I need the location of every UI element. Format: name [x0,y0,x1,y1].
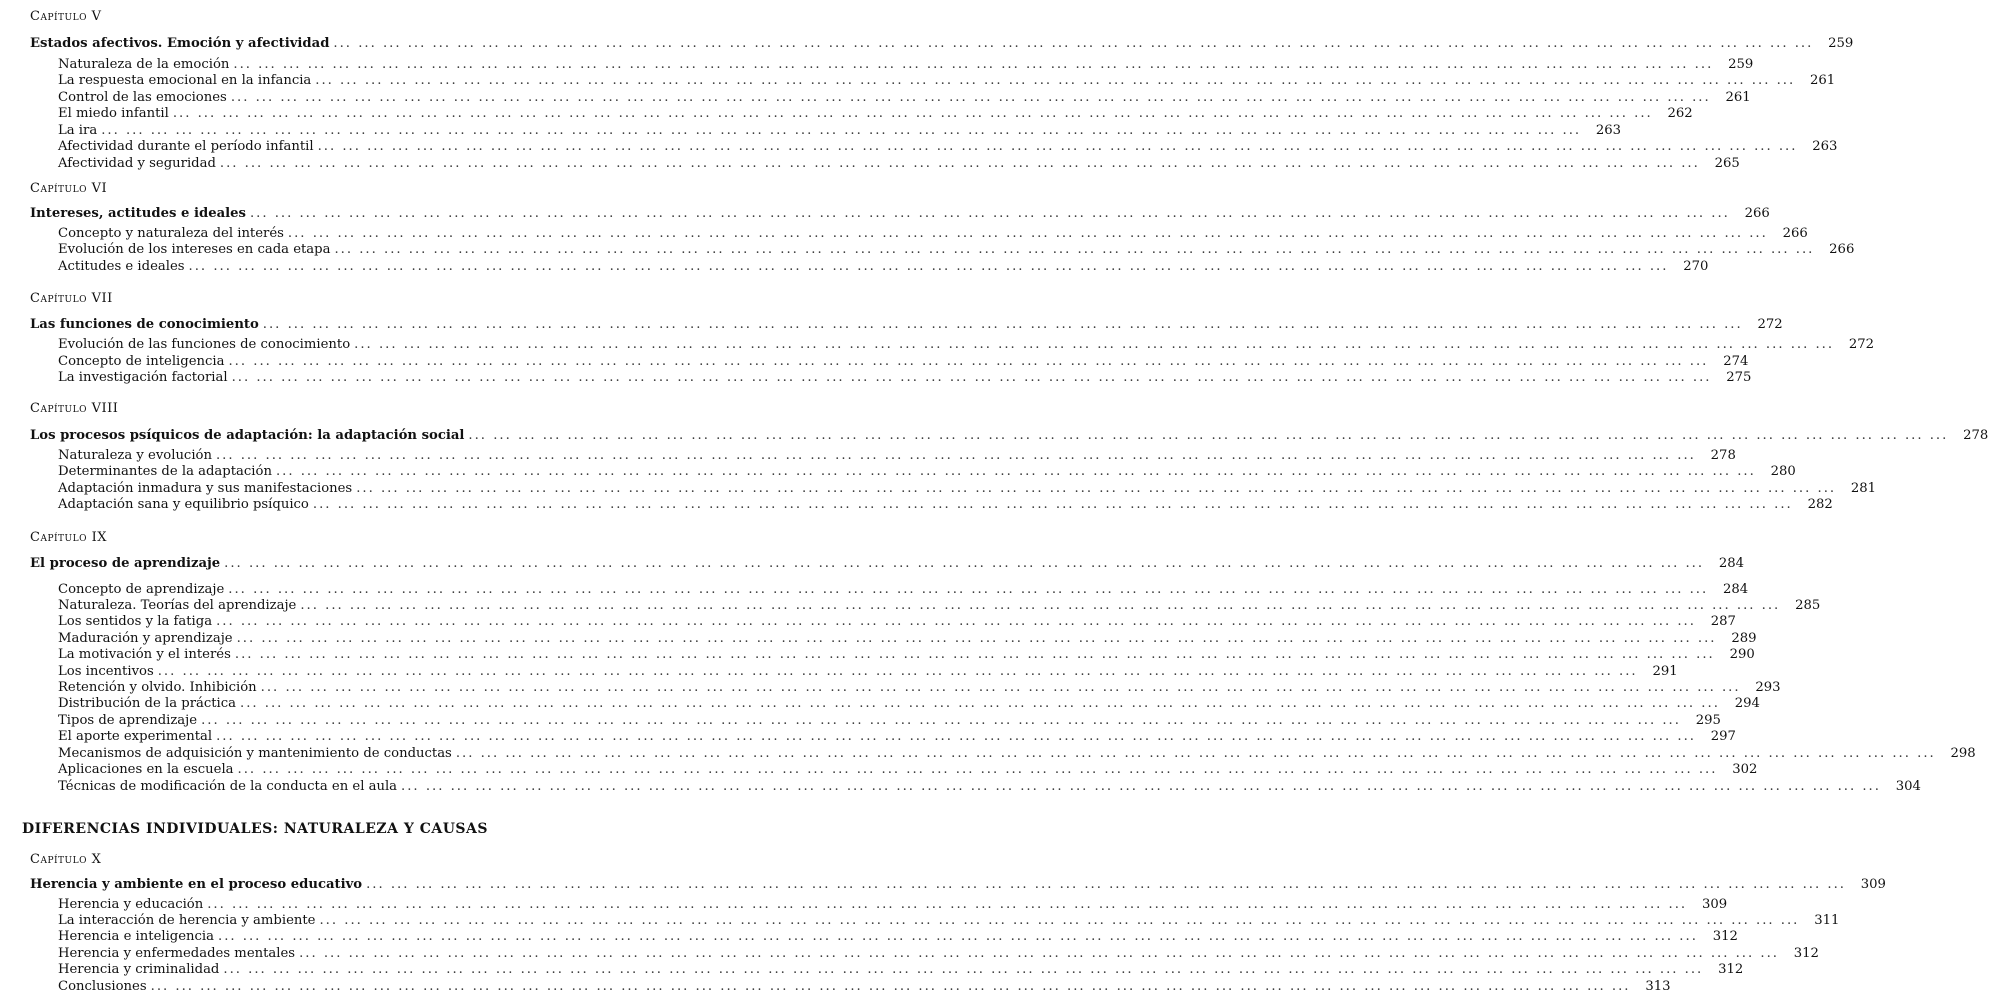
entry-title: Control de las emociones [58,90,227,105]
entry-page: 287 [1710,614,1736,629]
dot-leader: ... ... ... ... ... ... ... ... ... ... ... ... ... ... ... ... ... ... ... ... ... ... ... ... ... ... ... ... ... ... ... ... ... ... ... ... ... ... ... ... ... ... ... ... ... ... ... ... ... ... ... ... ... ... ... ... ... ... ... ... [468,428,1949,443]
toc-sub-entry [0,979,1671,995]
toc-sub-entry [0,123,1622,139]
dot-leader: ... ... ... ... ... ... ... ... ... ... ... ... ... ... ... ... ... ... ... ... ... ... ... ... ... ... ... ... ... ... ... ... ... ... ... ... ... ... ... ... ... ... ... ... ... ... ... ... ... ... ... ... ... ... ... ... ... ... ... ... [299,946,1779,961]
toc-sub-entry [0,664,1678,680]
toc-sub-entry [0,779,1921,795]
dot-leader: ... ... ... ... ... ... ... ... ... ... ... ... ... ... ... ... ... ... ... ... ... ... ... ... ... ... ... ... ... ... ... ... ... ... ... ... ... ... ... ... ... ... ... ... ... ... ... ... ... ... ... ... ... ... ... ... ... ... ... ... [260,680,1741,695]
toc-main-entry [0,206,1770,222]
dot-leader: ... ... ... ... ... ... ... ... ... ... ... ... ... ... ... ... ... ... ... ... ... ... ... ... ... ... ... ... ... ... ... ... ... ... ... ... ... ... ... ... ... ... ... ... ... ... ... ... ... ... ... ... ... ... ... ... ... ... ... ... [240,696,1720,711]
dot-leader: ... ... ... ... ... ... ... ... ... ... ... ... ... ... ... ... ... ... ... ... ... ... ... ... ... ... ... ... ... ... ... ... ... ... ... ... ... ... ... ... ... ... ... ... ... ... ... ... ... ... ... ... ... ... ... ... ... ... ... ... [401,779,1881,794]
toc-sub-entry [0,106,1693,122]
toc-sub-entry [0,90,1751,106]
entry-page: 261 [1809,73,1836,88]
toc-main-entry [0,556,1745,572]
toc-sub-entry [0,448,1736,464]
toc-main-entry [0,877,1886,893]
toc-sub-entry [0,497,1833,513]
dot-leader: ... ... ... ... ... ... ... ... ... ... ... ... ... ... ... ... ... ... ... ... ... ... ... ... ... ... ... ... ... ... ... ... ... ... ... ... ... ... ... ... ... ... ... ... ... ... ... ... ... ... ... ... ... ... ... ... ... ... ... ... [150,979,1631,994]
dot-leader: ... ... ... ... ... ... ... ... ... ... ... ... ... ... ... ... ... ... ... ... ... ... ... ... ... ... ... ... ... ... ... ... ... ... ... ... ... ... ... ... ... ... ... ... ... ... ... ... ... ... ... ... ... ... ... ... ... ... ... ... [315,73,1796,88]
entry-page: 259 [1728,57,1754,72]
toc-sub-entry [0,226,1808,242]
dot-leader: ... ... ... ... ... ... ... ... ... ... ... ... ... ... ... ... ... ... ... ... ... ... ... ... ... ... ... ... ... ... ... ... ... ... ... ... ... ... ... ... ... ... ... ... ... ... ... ... ... ... ... ... ... ... ... ... ... ... ... ... [249,206,1730,221]
dot-leader: ... ... ... ... ... ... ... ... ... ... ... ... ... ... ... ... ... ... ... ... ... ... ... ... ... ... ... ... ... ... ... ... ... ... ... ... ... ... ... ... ... ... ... ... ... ... ... ... ... ... ... ... ... ... ... ... ... ... ... ... [157,664,1638,679]
entry-title: Actitudes e ideales [58,259,185,274]
entry-title: Distribución de la práctica [58,696,237,711]
toc-sub-entry [0,746,1976,762]
entry-page: 304 [1895,779,1921,794]
dot-leader: ... ... ... ... ... ... ... ... ... ... ... ... ... ... ... ... ... ... ... ... ... ... ... ... ... ... ... ... ... ... ... ... ... ... ... ... ... ... ... ... ... ... ... ... ... ... ... ... ... ... ... ... ... ... ... ... ... ... ... ... [366,877,1846,892]
dot-leader: ... ... ... ... ... ... ... ... ... ... ... ... ... ... ... ... ... ... ... ... ... ... ... ... ... ... ... ... ... ... ... ... ... ... ... ... ... ... ... ... ... ... ... ... ... ... ... ... ... ... ... ... ... ... ... ... ... ... ... ... [333,36,1814,51]
toc-sub-entry [0,337,1875,353]
dot-leader: ... ... ... ... ... ... ... ... ... ... ... ... ... ... ... ... ... ... ... ... ... ... ... ... ... ... ... ... ... ... ... ... ... ... ... ... ... ... ... ... ... ... ... ... ... ... ... ... ... ... ... ... ... ... ... ... ... ... ... ... [354,337,1835,352]
entry-title: Intereses, actitudes e ideales [30,206,246,221]
entry-title: Determinantes de la adaptación [58,464,272,479]
entry-title: Los sentidos y la fatiga [58,614,213,629]
entry-page: 285 [1795,598,1821,613]
dot-leader: ... ... ... ... ... ... ... ... ... ... ... ... ... ... ... ... ... ... ... ... ... ... ... ... ... ... ... ... ... ... ... ... ... ... ... ... ... ... ... ... ... ... ... ... ... ... ... ... ... ... ... ... ... ... ... ... ... ... ... ... [172,106,1653,121]
entry-title: Herencia y ambiente en el proceso educativo [30,877,363,892]
entry-title: Concepto y naturaleza del interés [58,226,284,241]
entry-title: Evolución de los intereses en cada etapa [58,242,331,257]
entry-title: Adaptación inmadura y sus manifestaciones [58,481,353,496]
entry-title: La interacción de herencia y ambiente [58,913,316,928]
dot-leader: ... ... ... ... ... ... ... ... ... ... ... ... ... ... ... ... ... ... ... ... ... ... ... ... ... ... ... ... ... ... ... ... ... ... ... ... ... ... ... ... ... ... ... ... ... ... ... ... ... ... ... ... ... ... ... ... ... ... ... ... [216,729,1696,744]
toc-sub-entry [0,762,1758,778]
toc-sub-entry [0,647,1755,663]
chapter-heading: Capítulo IX [30,530,108,545]
toc-sub-entry [0,139,1838,155]
entry-page: 311 [1814,913,1840,928]
toc-main-entry [0,428,1989,444]
dot-leader: ... ... ... ... ... ... ... ... ... ... ... ... ... ... ... ... ... ... ... ... ... ... ... ... ... ... ... ... ... ... ... ... ... ... ... ... ... ... ... ... ... ... ... ... ... ... ... ... ... ... ... ... ... ... ... ... ... ... ... ... [218,929,1698,944]
entry-title: Herencia y educación [58,897,204,912]
dot-leader: ... ... ... ... ... ... ... ... ... ... ... ... ... ... ... ... ... ... ... ... ... ... ... ... ... ... ... ... ... ... ... ... ... ... ... ... ... ... ... ... ... ... ... ... ... ... ... ... ... ... ... ... ... ... ... ... ... ... ... ... [236,631,1717,646]
toc-sub-entry [0,729,1736,745]
entry-title: Los incentivos [58,664,154,679]
toc-sub-entry [0,156,1740,172]
dot-leader: ... ... ... ... ... ... ... ... ... ... ... ... ... ... ... ... ... ... ... ... ... ... ... ... ... ... ... ... ... ... ... ... ... ... ... ... ... ... ... ... ... ... ... ... ... ... ... ... ... ... ... ... ... ... ... ... ... ... ... ... [228,354,1709,369]
entry-title: Afectividad y seguridad [58,156,216,171]
entry-page: 262 [1667,106,1693,121]
dot-leader: ... ... ... ... ... ... ... ... ... ... ... ... ... ... ... ... ... ... ... ... ... ... ... ... ... ... ... ... ... ... ... ... ... ... ... ... ... ... ... ... ... ... ... ... ... ... ... ... ... ... ... ... ... ... ... ... ... ... ... ... [233,57,1714,72]
toc-sub-entry [0,631,1757,647]
toc-sub-entry [0,913,1840,929]
entry-title: Herencia e inteligencia [58,929,215,944]
chapter-heading: Capítulo V [30,9,102,24]
toc-sub-entry [0,464,1796,480]
entry-page: 312 [1718,962,1744,977]
entry-title: Tipos de aprendizaje [58,713,198,728]
toc-main-entry [0,317,1783,333]
dot-leader: ... ... ... ... ... ... ... ... ... ... ... ... ... ... ... ... ... ... ... ... ... ... ... ... ... ... ... ... ... ... ... ... ... ... ... ... ... ... ... ... ... ... ... ... ... ... ... ... ... ... ... ... ... ... ... ... ... ... ... ... [455,746,1936,761]
dot-leader: ... ... ... ... ... ... ... ... ... ... ... ... ... ... ... ... ... ... ... ... ... ... ... ... ... ... ... ... ... ... ... ... ... ... ... ... ... ... ... ... ... ... ... ... ... ... ... ... ... ... ... ... ... ... ... ... ... ... ... ... [228,582,1709,597]
toc-main-entry [0,36,1854,52]
entry-title: La ira [58,123,98,138]
entry-page: 297 [1710,729,1736,744]
toc-sub-entry [0,962,1744,978]
dot-leader: ... ... ... ... ... ... ... ... ... ... ... ... ... ... ... ... ... ... ... ... ... ... ... ... ... ... ... ... ... ... ... ... ... ... ... ... ... ... ... ... ... ... ... ... ... ... ... ... ... ... ... ... ... ... ... ... ... ... ... ... [215,448,1696,463]
chapter-heading: Capítulo VIII [30,401,119,416]
entry-page: 270 [1683,259,1709,274]
toc-sub-entry [0,370,1752,386]
entry-title: La respuesta emocional en la infancia [58,73,312,88]
entry-page: 281 [1850,481,1877,496]
dot-leader: ... ... ... ... ... ... ... ... ... ... ... ... ... ... ... ... ... ... ... ... ... ... ... ... ... ... ... ... ... ... ... ... ... ... ... ... ... ... ... ... ... ... ... ... ... ... ... ... ... ... ... ... ... ... ... ... ... ... ... ... [356,481,1837,496]
dot-leader: ... ... ... ... ... ... ... ... ... ... ... ... ... ... ... ... ... ... ... ... ... ... ... ... ... ... ... ... ... ... ... ... ... ... ... ... ... ... ... ... ... ... ... ... ... ... ... ... ... ... ... ... ... ... ... ... ... ... ... ... [234,647,1715,662]
entry-title: Conclusiones [58,979,147,994]
entry-page: 302 [1732,762,1758,777]
entry-title: Naturaleza. Teorías del aprendizaje [58,598,297,613]
entry-title: Estados afectivos. Emoción y afectividad [30,36,330,51]
entry-page: 313 [1645,979,1671,994]
entry-page: 263 [1812,139,1838,154]
toc-sub-entry [0,582,1749,598]
dot-leader: ... ... ... ... ... ... ... ... ... ... ... ... ... ... ... ... ... ... ... ... ... ... ... ... ... ... ... ... ... ... ... ... ... ... ... ... ... ... ... ... ... ... ... ... ... ... ... ... ... ... ... ... ... ... ... ... ... ... ... ... [334,242,1815,257]
entry-title: Concepto de aprendizaje [58,582,225,597]
entry-page: 266 [1744,206,1770,221]
dot-leader: ... ... ... ... ... ... ... ... ... ... ... ... ... ... ... ... ... ... ... ... ... ... ... ... ... ... ... ... ... ... ... ... ... ... ... ... ... ... ... ... ... ... ... ... ... ... ... ... ... ... ... ... ... ... ... ... ... ... ... ... [201,713,1681,728]
toc-sub-entry [0,897,1728,913]
toc-sub-entry [0,696,1760,712]
dot-leader: ... ... ... ... ... ... ... ... ... ... ... ... ... ... ... ... ... ... ... ... ... ... ... ... ... ... ... ... ... ... ... ... ... ... ... ... ... ... ... ... ... ... ... ... ... ... ... ... ... ... ... ... ... ... ... ... ... ... ... ... [312,497,1793,512]
entry-title: Aplicaciones en la escuela [58,762,234,777]
entry-page: 272 [1848,337,1875,352]
toc-sub-entry [0,354,1749,370]
entry-title: Mecanismos de adquisición y mantenimiento de conductas [58,746,452,761]
entry-page: 272 [1757,317,1783,332]
toc-sub-entry [0,259,1709,275]
entry-title: La investigación factorial [58,370,228,385]
toc-sub-entry [0,680,1781,696]
toc-sub-entry [0,242,1855,258]
entry-page: 275 [1726,370,1752,385]
dot-leader: ... ... ... ... ... ... ... ... ... ... ... ... ... ... ... ... ... ... ... ... ... ... ... ... ... ... ... ... ... ... ... ... ... ... ... ... ... ... ... ... ... ... ... ... ... ... ... ... ... ... ... ... ... ... ... ... ... ... ... ... [300,598,1781,613]
entry-title: Naturaleza de la emoción [58,57,230,72]
entry-page: 284 [1723,582,1749,597]
entry-page: 282 [1807,497,1833,512]
entry-title: Retención y olvido. Inhibición [58,680,257,695]
entry-page: 266 [1782,226,1808,241]
entry-page: 280 [1770,464,1796,479]
chapter-heading: Capítulo X [30,852,102,867]
part-heading: DIFERENCIAS INDIVIDUALES: NATURALEZA Y CAUSAS [22,821,488,837]
entry-page: 309 [1701,897,1728,912]
dot-leader: ... ... ... ... ... ... ... ... ... ... ... ... ... ... ... ... ... ... ... ... ... ... ... ... ... ... ... ... ... ... ... ... ... ... ... ... ... ... ... ... ... ... ... ... ... ... ... ... ... ... ... ... ... ... ... ... ... ... ... ... [188,259,1669,274]
toc-sub-entry [0,929,1738,945]
entry-title: Herencia y criminalidad [58,962,220,977]
entry-title: Concepto de inteligencia [58,354,225,369]
chapter-heading: Capítulo VI [30,181,108,196]
entry-page: 261 [1725,90,1751,105]
entry-title: El miedo infantil [58,106,169,121]
dot-leader: ... ... ... ... ... ... ... ... ... ... ... ... ... ... ... ... ... ... ... ... ... ... ... ... ... ... ... ... ... ... ... ... ... ... ... ... ... ... ... ... ... ... ... ... ... ... ... ... ... ... ... ... ... ... ... ... ... ... ... ... [216,614,1696,629]
entry-page: 278 [1710,448,1736,463]
toc-sub-entry [0,73,1836,89]
dot-leader: ... ... ... ... ... ... ... ... ... ... ... ... ... ... ... ... ... ... ... ... ... ... ... ... ... ... ... ... ... ... ... ... ... ... ... ... ... ... ... ... ... ... ... ... ... ... ... ... ... ... ... ... ... ... ... ... ... ... ... ... [224,556,1705,571]
entry-page: 294 [1734,696,1760,711]
entry-title: El aporte experimental [58,729,213,744]
entry-page: 266 [1829,242,1855,257]
dot-leader: ... ... ... ... ... ... ... ... ... ... ... ... ... ... ... ... ... ... ... ... ... ... ... ... ... ... ... ... ... ... ... ... ... ... ... ... ... ... ... ... ... ... ... ... ... ... ... ... ... ... ... ... ... ... ... ... ... ... ... ... [287,226,1768,241]
entry-title: Afectividad durante el período infantil [58,139,314,154]
entry-page: 278 [1963,428,1989,443]
dot-leader: ... ... ... ... ... ... ... ... ... ... ... ... ... ... ... ... ... ... ... ... ... ... ... ... ... ... ... ... ... ... ... ... ... ... ... ... ... ... ... ... ... ... ... ... ... ... ... ... ... ... ... ... ... ... ... ... ... ... ... ... [230,90,1711,105]
entry-page: 309 [1860,877,1886,892]
entry-page: 293 [1755,680,1781,695]
entry-page: 263 [1595,123,1622,138]
toc-sub-entry [0,614,1736,630]
dot-leader: ... ... ... ... ... ... ... ... ... ... ... ... ... ... ... ... ... ... ... ... ... ... ... ... ... ... ... ... ... ... ... ... ... ... ... ... ... ... ... ... ... ... ... ... ... ... ... ... ... ... ... ... ... ... ... ... ... ... ... ... [317,139,1798,154]
toc-sub-entry [0,946,1819,962]
dot-leader: ... ... ... ... ... ... ... ... ... ... ... ... ... ... ... ... ... ... ... ... ... ... ... ... ... ... ... ... ... ... ... ... ... ... ... ... ... ... ... ... ... ... ... ... ... ... ... ... ... ... ... ... ... ... ... ... ... ... ... ... [219,156,1700,171]
dot-leader: ... ... ... ... ... ... ... ... ... ... ... ... ... ... ... ... ... ... ... ... ... ... ... ... ... ... ... ... ... ... ... ... ... ... ... ... ... ... ... ... ... ... ... ... ... ... ... ... ... ... ... ... ... ... ... ... ... ... ... ... [275,464,1756,479]
entry-page: 259 [1828,36,1854,51]
entry-title: Las funciones de conocimiento [30,317,259,332]
dot-leader: ... ... ... ... ... ... ... ... ... ... ... ... ... ... ... ... ... ... ... ... ... ... ... ... ... ... ... ... ... ... ... ... ... ... ... ... ... ... ... ... ... ... ... ... ... ... ... ... ... ... ... ... ... ... ... ... ... ... ... ... [207,897,1688,912]
entry-page: 289 [1731,631,1757,646]
toc-sub-entry [0,713,1721,729]
dot-leader: ... ... ... ... ... ... ... ... ... ... ... ... ... ... ... ... ... ... ... ... ... ... ... ... ... ... ... ... ... ... ... ... ... ... ... ... ... ... ... ... ... ... ... ... ... ... ... ... ... ... ... ... ... ... ... ... ... ... ... ... [319,913,1800,928]
entry-title: La motivación y el interés [58,647,231,662]
entry-page: 298 [1950,746,1976,761]
entry-title: Evolución de las funciones de conocimiento [58,337,351,352]
toc-sub-entry [0,598,1821,614]
chapter-heading: Capítulo VII [30,291,113,306]
toc-sub-entry [0,481,1877,497]
entry-page: 312 [1793,946,1819,961]
dot-leader: ... ... ... ... ... ... ... ... ... ... ... ... ... ... ... ... ... ... ... ... ... ... ... ... ... ... ... ... ... ... ... ... ... ... ... ... ... ... ... ... ... ... ... ... ... ... ... ... ... ... ... ... ... ... ... ... ... ... ... ... [231,370,1712,385]
entry-title: Adaptación sana y equilibrio psíquico [58,497,309,512]
entry-page: 265 [1714,156,1740,171]
toc-sub-entry [0,57,1754,73]
dot-leader: ... ... ... ... ... ... ... ... ... ... ... ... ... ... ... ... ... ... ... ... ... ... ... ... ... ... ... ... ... ... ... ... ... ... ... ... ... ... ... ... ... ... ... ... ... ... ... ... ... ... ... ... ... ... ... ... ... ... ... ... [237,762,1718,777]
dot-leader: ... ... ... ... ... ... ... ... ... ... ... ... ... ... ... ... ... ... ... ... ... ... ... ... ... ... ... ... ... ... ... ... ... ... ... ... ... ... ... ... ... ... ... ... ... ... ... ... ... ... ... ... ... ... ... ... ... ... ... ... [262,317,1743,332]
entry-title: Herencia y enfermedades mentales [58,946,296,961]
dot-leader: ... ... ... ... ... ... ... ... ... ... ... ... ... ... ... ... ... ... ... ... ... ... ... ... ... ... ... ... ... ... ... ... ... ... ... ... ... ... ... ... ... ... ... ... ... ... ... ... ... ... ... ... ... ... ... ... ... ... ... ... [223,962,1704,977]
entry-title: Naturaleza y evolución [58,448,212,463]
entry-title: El proceso de aprendizaje [30,556,221,571]
entry-page: 295 [1695,713,1721,728]
entry-title: Los procesos psíquicos de adaptación: la adaptación social [30,428,465,443]
entry-page: 290 [1729,647,1755,662]
entry-page: 274 [1723,354,1749,369]
entry-page: 312 [1712,929,1738,944]
entry-title: Técnicas de modificación de la conducta en el aula [58,779,398,794]
dot-leader: ... ... ... ... ... ... ... ... ... ... ... ... ... ... ... ... ... ... ... ... ... ... ... ... ... ... ... ... ... ... ... ... ... ... ... ... ... ... ... ... ... ... ... ... ... ... ... ... ... ... ... ... ... ... ... ... ... ... ... ... [101,123,1582,138]
entry-page: 291 [1652,664,1678,679]
entry-title: Maduración y aprendizaje [58,631,233,646]
entry-page: 284 [1718,556,1745,571]
